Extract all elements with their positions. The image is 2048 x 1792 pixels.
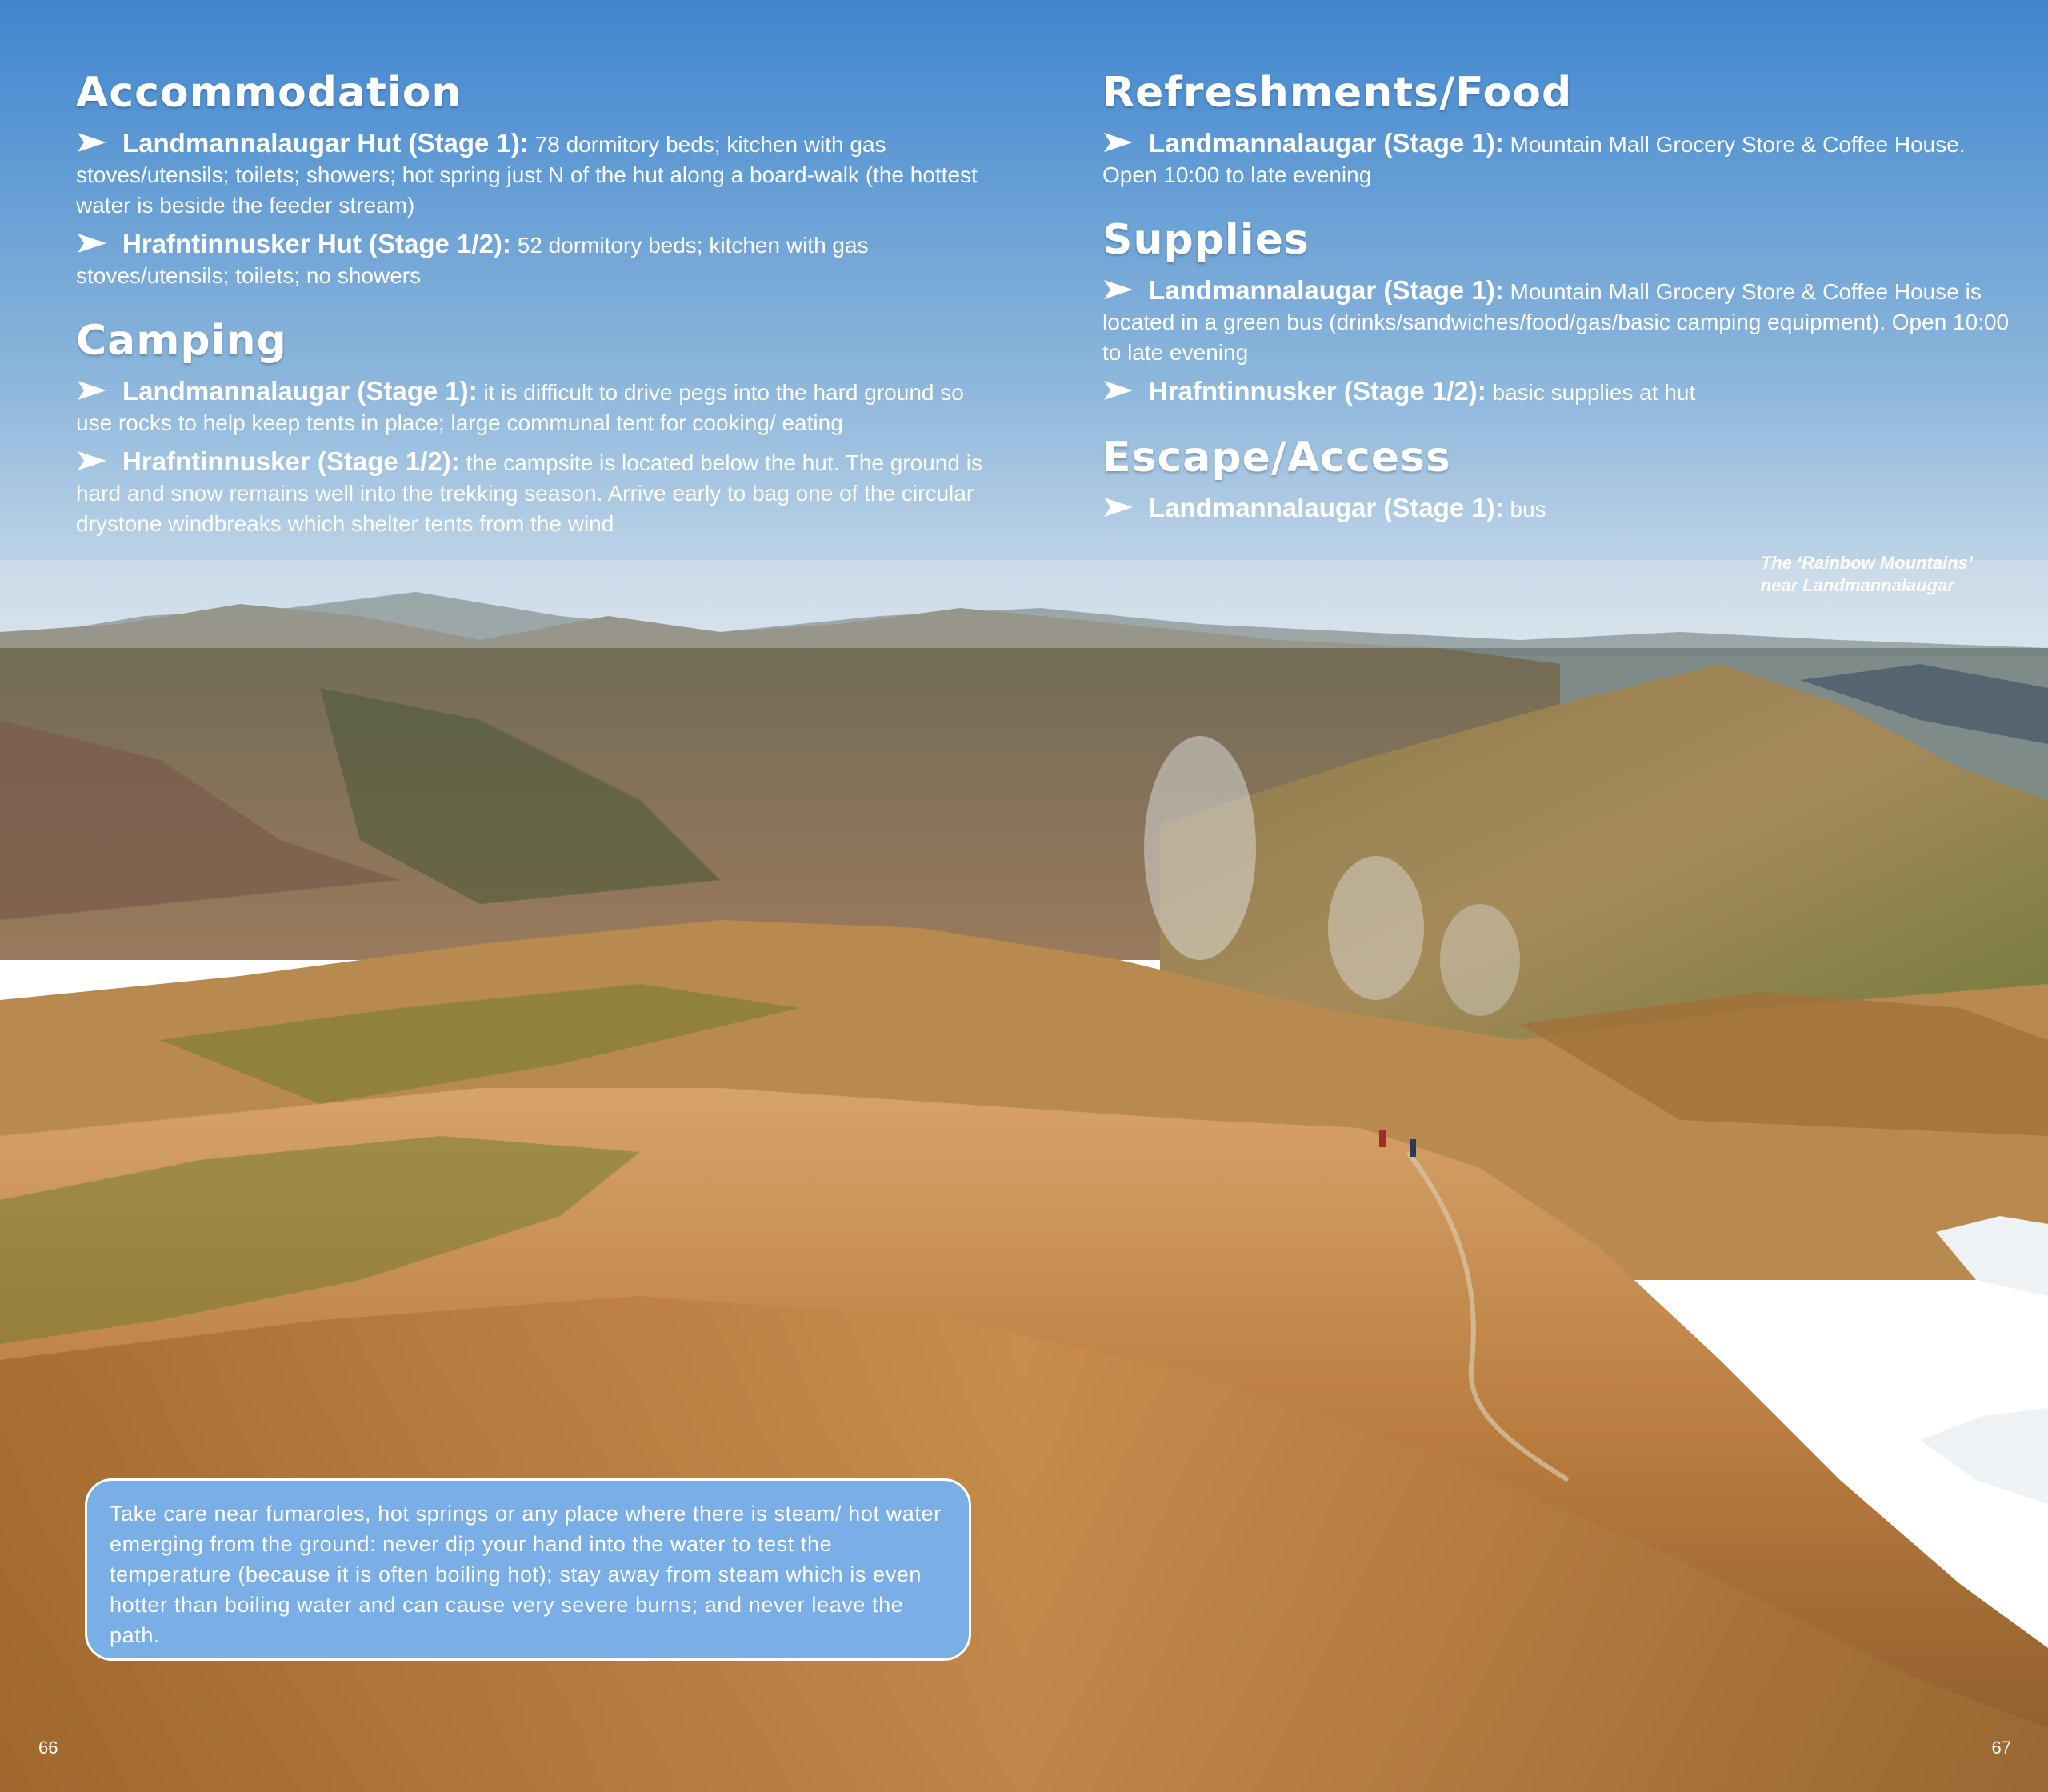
safety-warning-box [85, 1478, 971, 1661]
right-column [1102, 64, 2022, 546]
arrow-icon [1102, 496, 1134, 518]
entry-text: basic supplies at hut [1492, 380, 1696, 405]
entry-text: 52 dormitory beds; kitchen with gas stoves/utensils; toilets; no showers [76, 233, 869, 288]
supplies-entry-1 [1102, 275, 2022, 368]
refreshments-section [1102, 64, 2022, 190]
entry-name: Landmannalaugar Hut (Stage 1): [122, 128, 529, 158]
accommodation-heading: Accommodation [76, 69, 462, 117]
camping-heading: Camping [76, 317, 287, 365]
entry-name: Hrafntinnusker (Stage 1/2): [1149, 376, 1486, 406]
supplies-entry-2 [1102, 376, 2022, 408]
arrow-icon [1102, 131, 1134, 154]
caption-line-2: near Landmannalaugar [1760, 575, 1954, 595]
refreshments-entry-1 [1102, 128, 2022, 190]
entry-name: Landmannalaugar (Stage 1): [1149, 493, 1504, 522]
page-number-left: 66 [38, 1738, 58, 1758]
entry-name: Landmannalaugar (Stage 1): [1149, 275, 1504, 305]
entry-text: 78 dormitory beds; kitchen with gas stoves/utensils; toilets; showers; hot spring just N of the hut along a board-walk (the hottest water is beside the feeder stream) [76, 132, 978, 218]
entry-text: bus [1510, 497, 1546, 522]
arrow-icon [1102, 278, 1134, 301]
escape-entry-1 [1102, 493, 2022, 525]
entry-name: Hrafntinnusker Hut (Stage 1/2): [122, 229, 511, 258]
escape-section [1102, 429, 2022, 525]
accommodation-entry-1 [76, 128, 996, 221]
escape-heading: Escape/Access [1102, 434, 1451, 482]
entry-text: Mountain Mall Grocery Store & Coffee House. Open 10:00 to late evening [1102, 132, 1966, 187]
entry-name: Landmannalaugar (Stage 1): [122, 376, 478, 406]
photo-caption [1761, 552, 1973, 597]
camping-section [76, 312, 996, 539]
supplies-heading: Supplies [1102, 216, 1310, 264]
camping-entry-1 [76, 376, 996, 438]
caption-line-1: The ‘Rainbow Mountains’ [1760, 553, 1973, 573]
accommodation-section [76, 64, 996, 291]
arrow-icon [76, 232, 108, 254]
arrow-icon [76, 131, 108, 154]
refreshments-heading: Refreshments/Food [1102, 69, 1573, 117]
arrow-icon [1102, 379, 1134, 402]
warning-text: Take care near fumaroles, hot springs or any place where there is steam/ hot water emerging from the ground: never dip your hand into the water to test the temperature (because it is often boiling hot); stay away from steam which is even hotter than boiling water and can cause very severe burns; and never leave the path. [110, 1502, 942, 1647]
arrow-icon [76, 379, 108, 402]
supplies-section [1102, 211, 2022, 408]
left-column [76, 64, 996, 560]
entry-name: Landmannalaugar (Stage 1): [1149, 128, 1504, 158]
entry-text: it is difficult to drive pegs into the hard ground so use rocks to help keep tents in place; large communal tent for cooking/ eating [76, 380, 964, 435]
entry-name: Hrafntinnusker (Stage 1/2): [122, 446, 460, 476]
accommodation-entry-2 [76, 229, 996, 291]
camping-entry-2 [76, 446, 996, 539]
entry-text: Mountain Mall Grocery Store & Coffee House is located in a green bus (drinks/sandwiches/food/gas/basic camping equipment). Open 10:00 to late evening [1102, 279, 2010, 365]
entry-text: the campsite is located below the hut. The ground is hard and snow remains well into the trekking season. Arrive early to bag one of the circular drystone windbreaks which shelter tents from the wind [76, 450, 982, 536]
arrow-icon [76, 450, 108, 472]
page-number-right: 67 [1991, 1738, 2011, 1758]
